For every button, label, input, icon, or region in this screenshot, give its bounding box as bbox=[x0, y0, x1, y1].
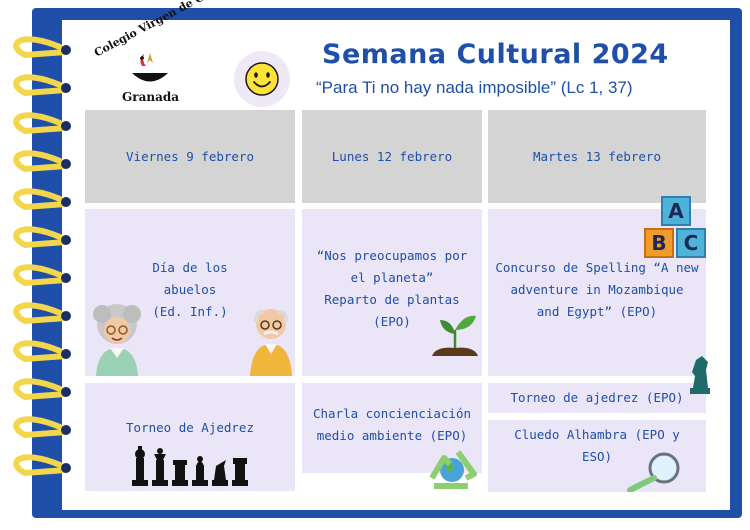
activity-text: (Ed. Inf.) bbox=[152, 304, 228, 319]
activity-text: and Egypt” (EPO) bbox=[536, 304, 658, 319]
day-header-label: Martes 13 febrero bbox=[533, 148, 661, 164]
plant-icon bbox=[430, 306, 480, 358]
page-motto: “Para Ti no hay nada imposible” (Lc 1, 37) bbox=[316, 78, 633, 97]
day-header-monday bbox=[302, 110, 482, 203]
activity-text: Torneo de Ajedrez bbox=[126, 420, 254, 435]
lamp-icon bbox=[120, 48, 180, 93]
activity-text: “Nos preocupamos por bbox=[316, 248, 468, 263]
abc-block: A bbox=[661, 196, 691, 226]
activity-text: ESO) bbox=[581, 449, 613, 464]
chess-knight-icon bbox=[688, 354, 712, 394]
activity-text: adventure in Mozambique bbox=[510, 282, 684, 297]
magnifier-icon bbox=[626, 450, 684, 492]
activity-text: (EPO) bbox=[373, 314, 411, 329]
activity-text: Reparto de plantas bbox=[324, 292, 460, 307]
chess-pieces-icon bbox=[128, 446, 252, 488]
activity-text: el planeta” bbox=[350, 270, 434, 285]
spiral-rings-icon bbox=[0, 0, 80, 530]
smiley-badge bbox=[234, 51, 290, 107]
activity-text: abuelos bbox=[163, 282, 217, 297]
day-header-label: Lunes 12 febrero bbox=[331, 148, 453, 164]
recycle-icon bbox=[424, 444, 480, 496]
activity-text: Concurso de Spelling “A new bbox=[495, 260, 699, 275]
day-header-label: Viernes 9 febrero bbox=[126, 148, 254, 164]
day-header-friday bbox=[85, 110, 295, 203]
activity-text: Día de los bbox=[152, 260, 228, 275]
activity-text: medio ambiente (EPO) bbox=[316, 428, 468, 443]
activity-text: Cluedo Alhambra (EPO y bbox=[514, 427, 680, 442]
abc-block: C bbox=[676, 228, 706, 258]
activity-cell-tuesday-2 bbox=[488, 383, 706, 413]
page-title: Semana Cultural 2024 bbox=[322, 39, 669, 70]
grandfather-icon bbox=[246, 300, 296, 376]
day-header-tuesday bbox=[488, 110, 706, 203]
activity-text: Torneo de ajedrez (EPO) bbox=[510, 390, 684, 405]
abc-block: B bbox=[644, 228, 674, 258]
activity-text: Charla concienciación bbox=[312, 406, 472, 421]
grandmother-icon bbox=[88, 300, 146, 376]
school-city: Granada bbox=[122, 90, 180, 104]
smiley-icon bbox=[234, 51, 290, 107]
